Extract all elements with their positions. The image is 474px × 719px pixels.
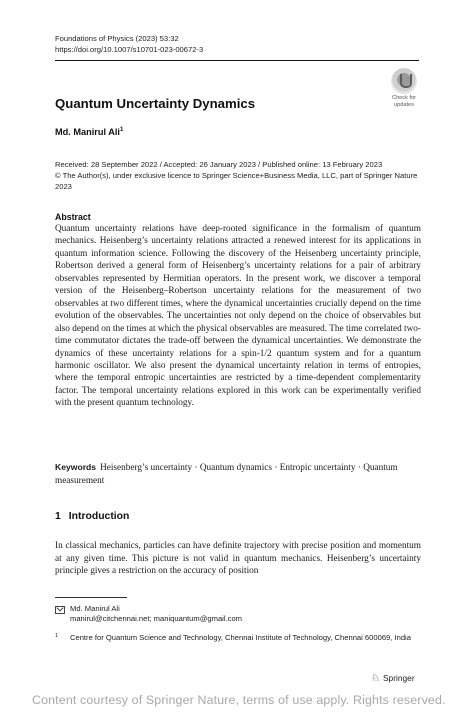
correspondence-block <box>55 604 242 624</box>
keywords-block <box>55 461 421 487</box>
springer-horse-icon: ♘ <box>371 673 380 684</box>
doi-link[interactable]: https://doi.org/10.1007/s10701-023-00672-3 <box>55 44 204 54</box>
correspondence-name: Md. Manirul Ali <box>70 604 120 613</box>
correspondence-emails[interactable]: manirul@citchennai.net; maniquantum@gmail.com <box>70 614 243 624</box>
author-affiliation-mark: 1 <box>120 126 124 133</box>
copyright-notice: © The Author(s), under exclusive licence to Springer Science+Business Media, LLC, part of Springer Nature 2023 <box>55 170 418 191</box>
crossmark-icon <box>391 68 417 94</box>
article-history <box>55 160 421 192</box>
introduction-text: In classical mechanics, particles can have definite trajectory with precise position and momentum at any given time. This picture is not valid in quantum mechanics. Heisenberg’s uncertainty principle gives a restriction on the accuracy of position <box>55 541 421 577</box>
affiliation-mark: 1 <box>55 633 59 639</box>
history-dates: Received: 28 September 2022 / Accepted: 26 January 2023 / Published online: 13 February 2023 <box>55 160 383 169</box>
abstract-text: Quantum uncertainty relations have deep-rooted significance in the formalism of quantum mechanics. Heisenberg’s uncertainty relations attracted a renewed interest for its applications in quantum information science. Following the discovery of the Heisenberg uncertainty principle, Robertson derived a general form of Heisenberg’s uncertainty relations for a pair of arbitrary observables represented by Hermitian operators. In the present work, we discover a temporal version of the Heisenberg–Robertson uncertainty relations for the measurement of two observables at two different times, where the dynamical uncertainties crucially depend on the time evolution of the observables. The uncertainties not only depend on the choice of observables but also depend on the times at which the physical observables are measured. The time correlated two-time commutator dictates the trade-off between the dynamical uncertainties. We demonstrate the dynamics of these uncertainty relations for a spin-1/2 quantum system and for a quantum harmonic oscillator. We also present the dynamical uncertainty relation in terms of entropies, where the temporal entropic uncertainties are restricted by a time-dependent complementarity factor. The temporal uncertainty relations explored in this work can be experimentally verified with the present quantum technology. <box>55 224 421 409</box>
section-number: 1 <box>55 511 61 522</box>
keywords-label: Keywords <box>55 462 97 472</box>
crossmark-label-2: updates <box>394 102 414 108</box>
journal-header <box>55 34 203 55</box>
header-rule <box>55 60 419 61</box>
abstract-heading: Abstract <box>55 212 91 222</box>
author-line <box>55 127 123 137</box>
courtesy-watermark: Content courtesy of Springer Nature, terms of use apply. Rights reserved. <box>32 693 446 707</box>
crossmark-badge[interactable] <box>387 68 421 108</box>
section-heading <box>55 511 129 522</box>
journal-citation: Foundations of Physics (2023) 53:32 <box>55 34 179 43</box>
envelope-icon <box>55 606 65 614</box>
affiliation-text: Centre for Quantum Science and Technology, Chennai Institute of Technology, Chennai 600069, India <box>70 633 411 642</box>
author-name[interactable]: Md. Manirul Ali <box>55 127 120 137</box>
keywords-list: Heisenberg’s uncertainty · Quantum dynamics · Entropic uncertainty · Quantum measurement <box>55 463 398 486</box>
publisher-name: Springer <box>382 673 415 683</box>
article-title: Quantum Uncertainty Dynamics <box>55 96 256 111</box>
crossmark-label-1: Check for <box>392 95 416 101</box>
publisher-logo <box>371 673 415 684</box>
section-title: Introduction <box>68 511 130 522</box>
footnote-rule <box>55 597 127 598</box>
affiliation-block <box>55 633 421 643</box>
